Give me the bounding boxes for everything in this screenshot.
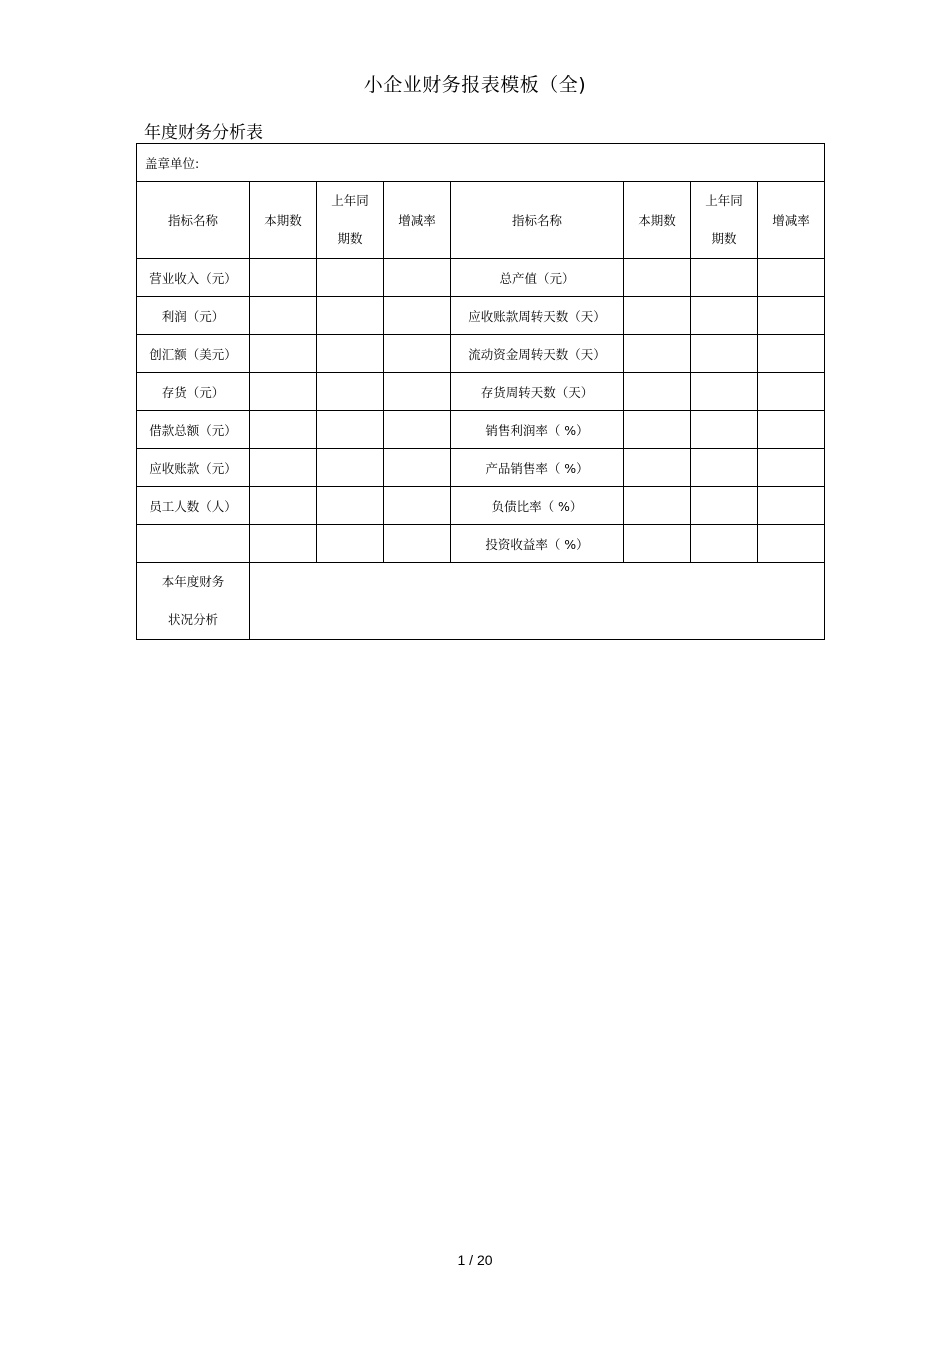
seal-row [137,144,825,182]
last-year-value-cell[interactable] [317,335,384,373]
analysis-row [137,563,825,640]
current-value-cell[interactable] [250,525,317,563]
header-last-year-line2: 期数 [337,231,363,246]
table-row [137,335,825,373]
change-rate-cell[interactable] [384,297,451,335]
indicator-left [137,525,250,563]
current-value-cell[interactable] [250,487,317,525]
last-year-value-cell[interactable] [317,259,384,297]
header-current-period: 本期数 [250,182,317,259]
change-rate-cell[interactable] [384,335,451,373]
analysis-label [137,563,250,640]
change-rate-cell[interactable] [758,297,825,335]
change-rate-cell[interactable] [384,259,451,297]
current-value-cell[interactable] [624,259,691,297]
header-last-year-line1: 上年同 [331,193,369,208]
change-rate-cell[interactable] [758,449,825,487]
seal-unit-label: 盖章单位: [137,144,825,182]
table-row [137,525,825,563]
current-value-cell[interactable] [250,373,317,411]
last-year-value-cell[interactable] [691,335,758,373]
header-current-period-2: 本期数 [624,182,691,259]
last-year-value-cell[interactable] [317,411,384,449]
indicator-right: 总产值（元） [451,259,624,297]
page-number: 1 / 20 [457,1252,493,1268]
header-change-rate-2: 增减率 [758,182,825,259]
current-value-cell[interactable] [250,297,317,335]
table-row [137,373,825,411]
indicator-left: 员工人数（人） [137,487,250,525]
current-value-cell[interactable] [250,259,317,297]
indicator-right: 负债比率（ %） [451,487,624,525]
change-rate-cell[interactable] [384,373,451,411]
last-year-value-cell[interactable] [317,373,384,411]
current-value-cell[interactable] [624,335,691,373]
header-last-year-2-line1: 上年同 [705,193,743,208]
indicator-left: 创汇额（美元） [137,335,250,373]
table-row [137,411,825,449]
current-value-cell[interactable] [250,411,317,449]
header-row [137,182,825,259]
analysis-content-cell[interactable] [250,563,825,640]
table-title: 年度财务分析表 [144,123,263,143]
indicator-right: 应收账款周转天数（天） [451,297,624,335]
last-year-value-cell[interactable] [317,449,384,487]
last-year-value-cell[interactable] [691,297,758,335]
indicator-right: 产品销售率（ %） [451,449,624,487]
last-year-value-cell[interactable] [691,449,758,487]
indicator-left: 借款总额（元） [137,411,250,449]
indicator-left: 存货（元） [137,373,250,411]
indicator-right: 投资收益率（ %） [451,525,624,563]
current-value-cell[interactable] [250,449,317,487]
table-row [137,297,825,335]
table-row [137,487,825,525]
header-indicator-name-2: 指标名称 [451,182,624,259]
last-year-value-cell[interactable] [317,525,384,563]
last-year-value-cell[interactable] [317,297,384,335]
change-rate-cell[interactable] [758,259,825,297]
current-value-cell[interactable] [624,525,691,563]
table-row [137,259,825,297]
financial-analysis-table [136,143,825,640]
indicator-right: 存货周转天数（天） [451,373,624,411]
header-last-year-2 [691,182,758,259]
last-year-value-cell[interactable] [691,487,758,525]
indicator-left: 营业收入（元） [137,259,250,297]
change-rate-cell[interactable] [758,335,825,373]
current-value-cell[interactable] [624,373,691,411]
last-year-value-cell[interactable] [691,373,758,411]
last-year-value-cell[interactable] [691,259,758,297]
change-rate-cell[interactable] [384,449,451,487]
table-row [137,449,825,487]
last-year-value-cell[interactable] [317,487,384,525]
header-last-year [317,182,384,259]
change-rate-cell[interactable] [384,525,451,563]
current-value-cell[interactable] [250,335,317,373]
change-rate-cell[interactable] [384,411,451,449]
current-value-cell[interactable] [624,449,691,487]
indicator-left: 利润（元） [137,297,250,335]
document-title: 小企业财务报表模板（全) [363,74,587,96]
analysis-label-line2: 状况分析 [167,612,218,627]
change-rate-cell[interactable] [384,487,451,525]
last-year-value-cell[interactable] [691,411,758,449]
change-rate-cell[interactable] [758,525,825,563]
last-year-value-cell[interactable] [691,525,758,563]
indicator-right: 流动资金周转天数（天） [451,335,624,373]
header-indicator-name: 指标名称 [137,182,250,259]
current-value-cell[interactable] [624,411,691,449]
current-value-cell[interactable] [624,487,691,525]
change-rate-cell[interactable] [758,411,825,449]
header-last-year-2-line2: 期数 [711,231,737,246]
header-change-rate: 增减率 [384,182,451,259]
indicator-right: 销售利润率（ %） [451,411,624,449]
current-value-cell[interactable] [624,297,691,335]
change-rate-cell[interactable] [758,487,825,525]
change-rate-cell[interactable] [758,373,825,411]
indicator-left: 应收账款（元） [137,449,250,487]
analysis-label-line1: 本年度财务 [161,574,225,589]
